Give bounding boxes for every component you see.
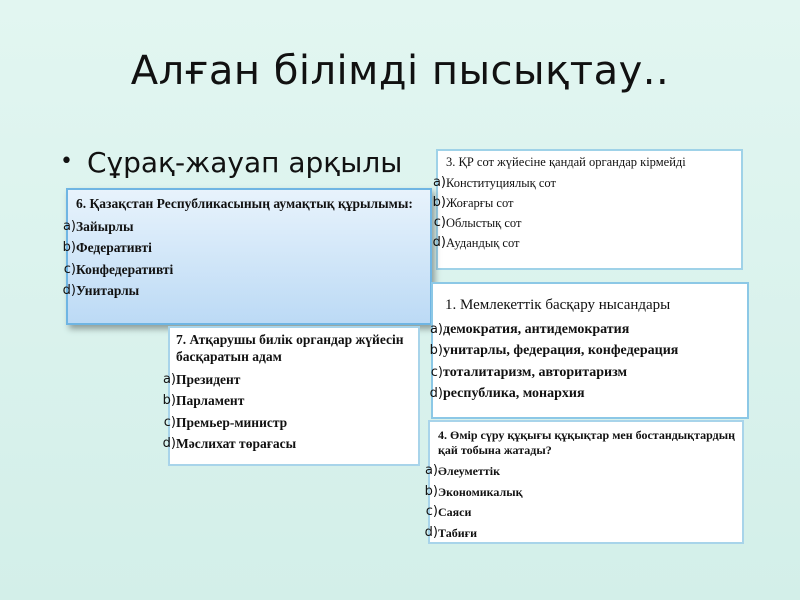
option-marker: a) [162,371,176,387]
question-4-options [424,461,738,543]
option-item [430,362,743,384]
option-marker: d) [429,386,443,402]
option-item [424,461,738,482]
option-item [432,193,737,213]
option-marker: d) [162,436,176,452]
option-text: Облыстық сот [446,215,522,230]
bullet-text: Сұрақ-жауап арқылы [86,146,403,179]
option-item [429,319,743,341]
question-6-text: 6. Қазақстан Республикасының аумақтық құрылымы: [76,196,413,211]
question-4-box [424,420,744,544]
option-text: Парламент [176,393,245,409]
option-item [432,173,737,193]
option-item [162,390,414,412]
option-item [424,523,738,544]
option-marker: d) [424,524,438,540]
question-3-options [432,173,737,253]
option-marker: a) [62,218,76,234]
option-item [63,259,426,281]
question-6-box [62,188,432,325]
option-text: Премьер-министр [176,414,288,430]
question-4-text: 4. Өмір сүру құқығы құқықтар мен бостандықтардың қай тобына жатады? [438,428,735,457]
option-marker: c) [63,261,76,277]
question-1-box [431,282,749,419]
option-text: Әлеуметтік [438,464,501,478]
option-marker: b) [162,393,176,409]
option-text: Табиғи [438,525,477,540]
option-text: демократия, антидемократия [443,321,630,337]
option-item [162,433,414,455]
option-marker: b) [429,343,443,359]
option-text: Федеративті [76,240,152,256]
option-item [425,502,738,523]
option-marker: a) [432,174,446,190]
option-marker: d) [62,283,76,299]
question-7-options [162,369,414,455]
option-item [424,482,738,503]
option-text: Саяси [438,505,472,519]
question-7-box [162,326,420,466]
option-marker: a) [429,321,443,337]
option-marker: a) [424,463,438,478]
option-item [163,412,414,434]
option-item [429,383,743,405]
option-marker: b) [432,194,446,210]
option-text: тоталитаризм, авторитаризм [443,364,628,380]
option-marker: c) [433,214,446,230]
option-text: Унитарлы [76,283,140,299]
question-1-options [429,319,743,405]
question-6-options [62,216,426,302]
option-text: Зайырлы [76,218,134,234]
option-text: Конституциялық сот [446,175,556,190]
option-item [162,369,414,391]
option-text: Конфедеративті [76,261,174,277]
option-text: Мәслихат төрағасы [176,436,297,452]
question-3-box [432,149,743,270]
option-marker: b) [424,483,438,499]
question-3-text: 3. ҚР сот жүйесіне қандай органдар кірмейді [446,155,686,169]
option-marker: b) [62,240,76,256]
option-text: Жоғарғы сот [446,195,514,210]
option-marker: c) [163,414,176,430]
bullet-dot-icon: • [60,149,73,174]
option-item [429,340,743,362]
option-item [62,280,426,302]
slide-title: Алған білімді пысықтау.. [130,48,670,94]
option-item [62,216,426,238]
option-text: республика, монархия [443,386,585,402]
option-item [433,213,737,233]
option-text: унитарлы, федерация, конфедерация [443,343,679,359]
option-text: Президент [176,371,241,387]
option-marker: c) [425,504,438,519]
option-text: Аудандық сот [446,235,520,250]
option-text: Экономикалық [438,484,523,499]
question-1-text: 1. Мемлекеттік басқару нысандары [445,297,671,313]
bullet-point [60,146,402,179]
option-item [62,237,426,259]
option-marker: d) [432,234,446,250]
option-item [432,233,737,253]
question-7-text: 7. Атқарушы билік органдар жүйесін басқаратын адам [176,332,404,364]
option-marker: c) [430,364,443,380]
